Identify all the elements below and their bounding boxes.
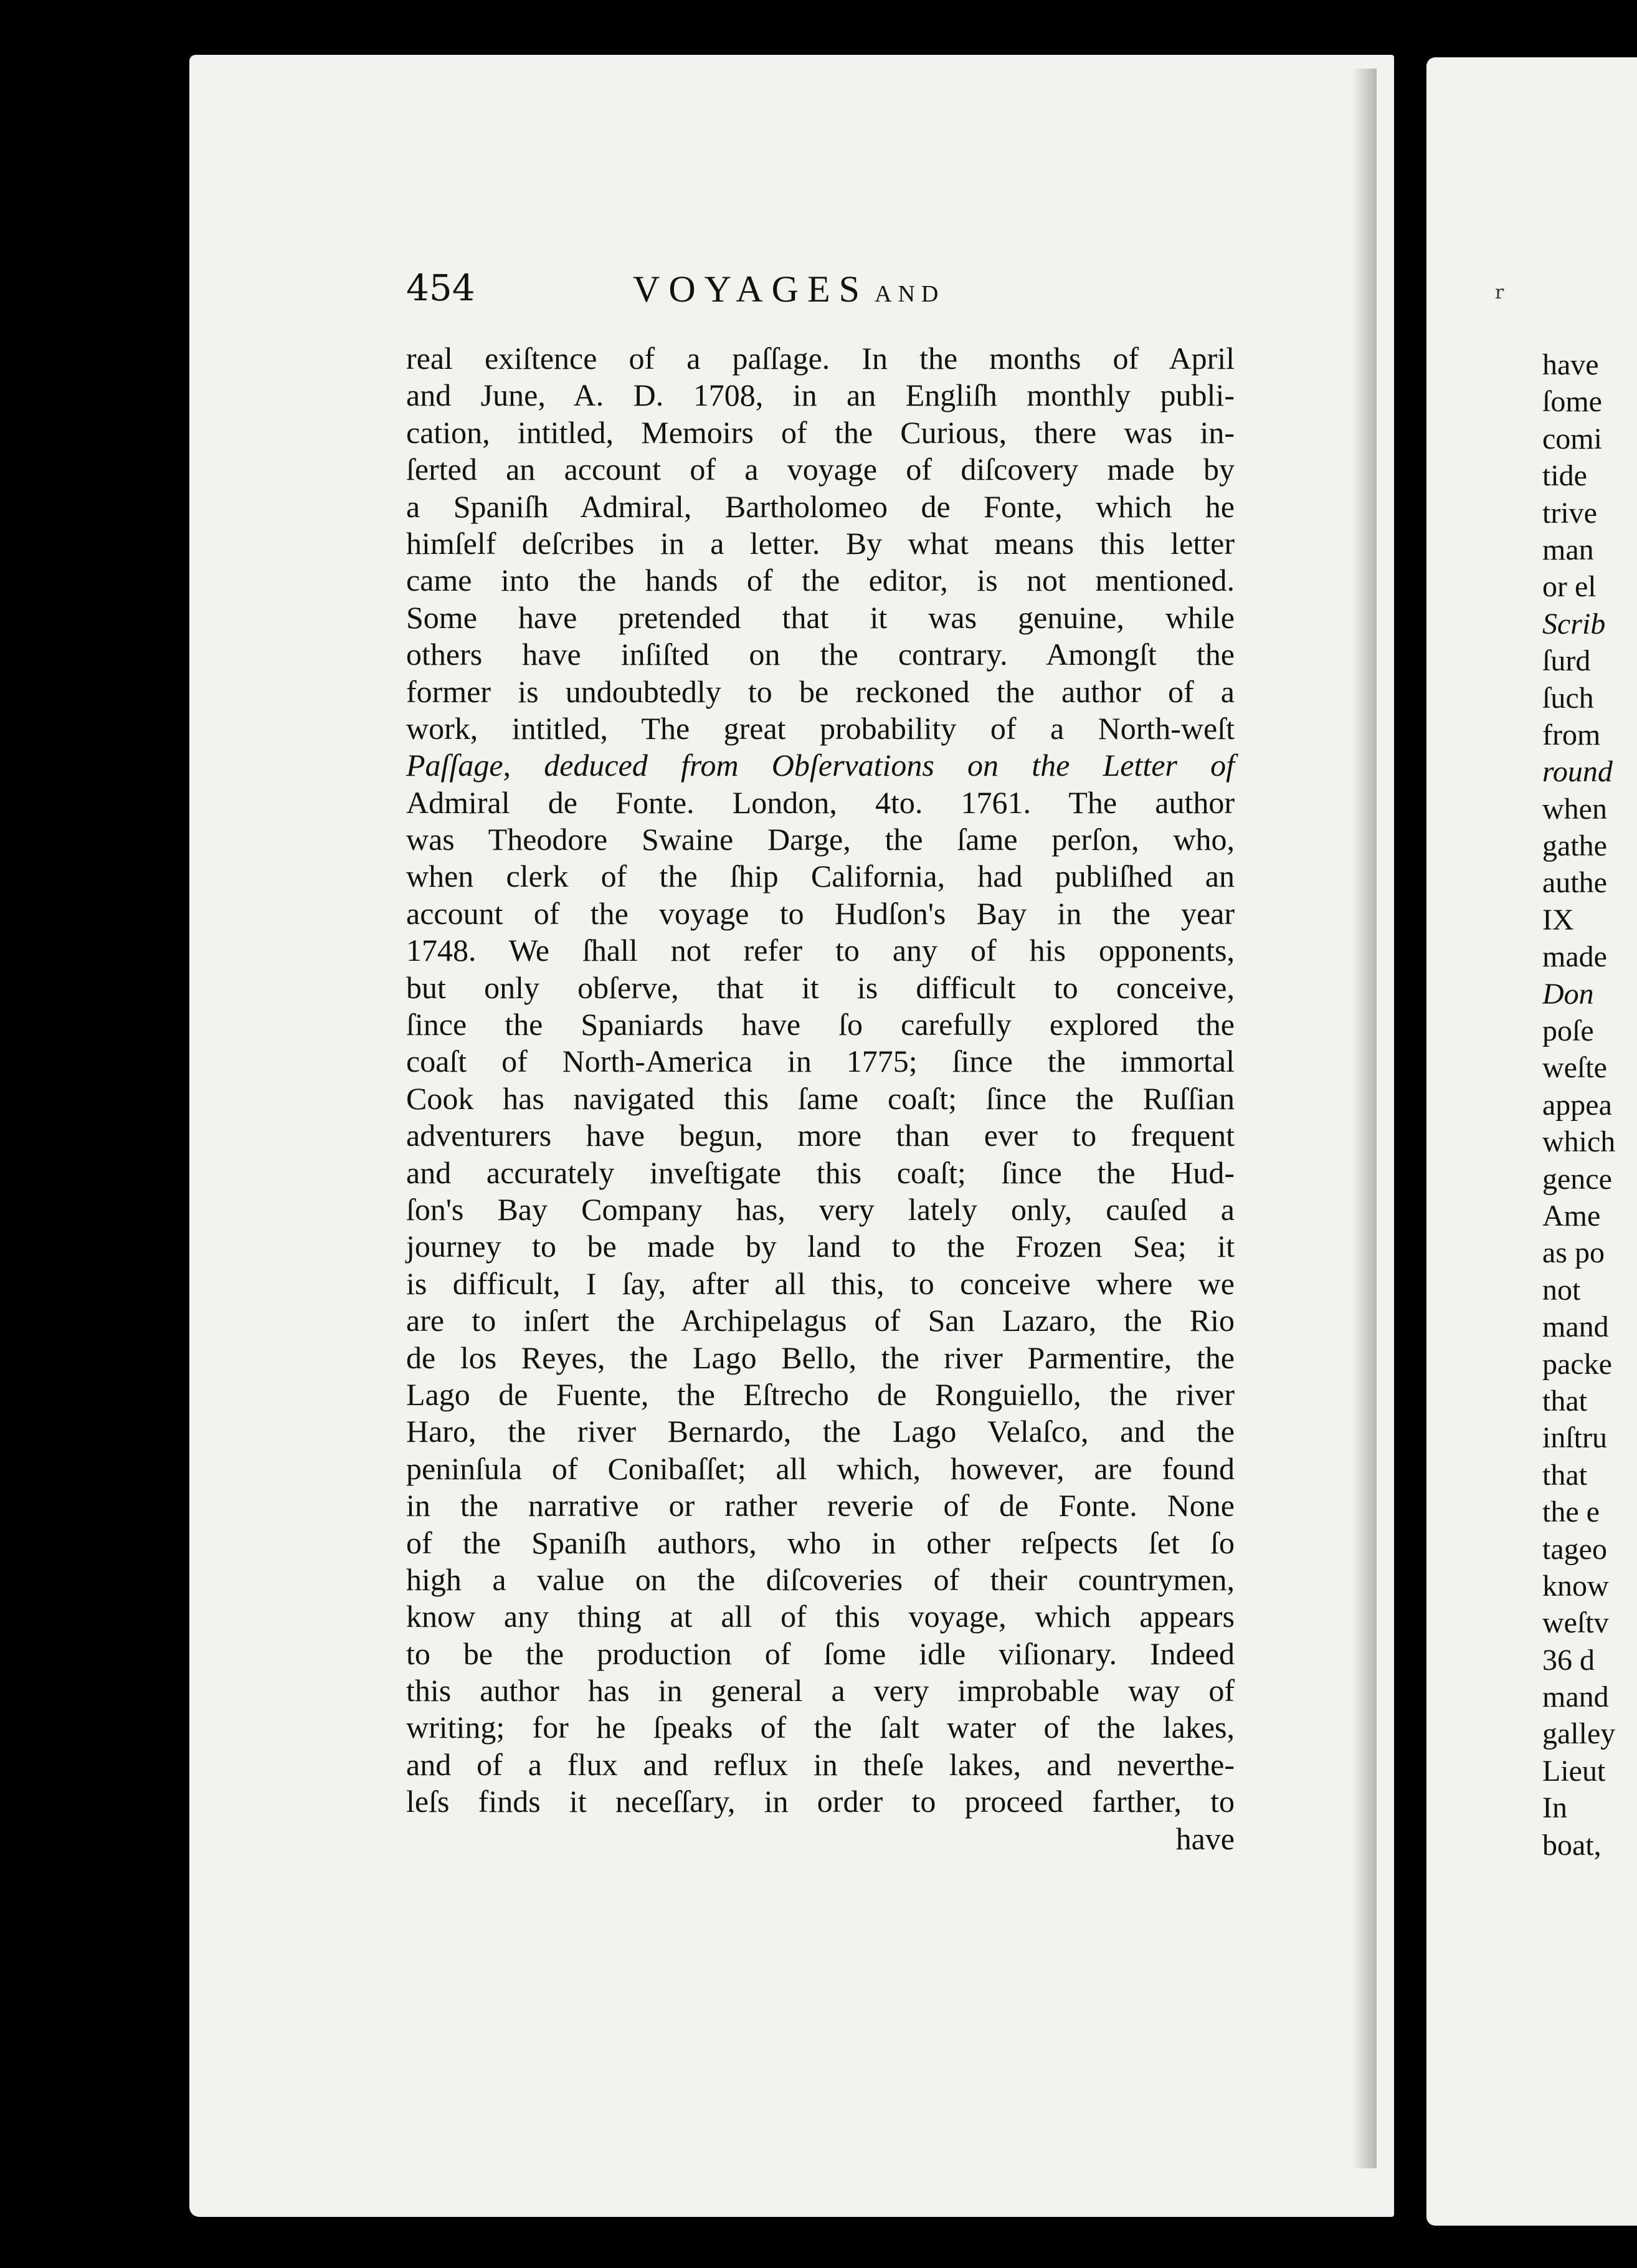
text-line: and accurately inveſtigate this coaſt; ſince the Hud-	[406, 1155, 1235, 1190]
facing-text-line: have	[1542, 348, 1599, 381]
facing-text-line: ſurd	[1542, 644, 1591, 678]
facing-text-line: tide	[1542, 459, 1587, 493]
text-line: high a value on the diſcoveries of their countrymen,	[406, 1561, 1235, 1597]
facing-text-line: Don	[1542, 977, 1594, 1011]
facing-text-line: Lieut	[1542, 1754, 1606, 1788]
page-gutter-shadow	[1352, 69, 1377, 2168]
text-line: to be the production of ſome idle viſionary. Indeed	[406, 1636, 1235, 1671]
text-line: Lago de Fuente, the Eſtrecho de Ronguiello, the river	[406, 1376, 1235, 1412]
facing-text-line: made	[1542, 940, 1607, 974]
facing-text-line: ſome	[1542, 385, 1602, 419]
text-line: know any thing at all of this voyage, which appears	[406, 1599, 1235, 1634]
facing-text-line: or el	[1542, 570, 1597, 604]
catchword: have	[1175, 1821, 1235, 1856]
text-line: when clerk of the ſhip California, had publiſhed an	[406, 859, 1235, 894]
text-line: Some have pretended that it was genuine, while	[406, 599, 1235, 635]
facing-text-line: weſtv	[1542, 1606, 1609, 1640]
running-title	[633, 268, 944, 311]
facing-text-line: as po	[1542, 1236, 1605, 1270]
running-title-small: AND	[875, 281, 945, 307]
facing-text-line: packe	[1542, 1347, 1612, 1381]
text-line: in the narrative or rather reverie of de Fonte. None	[406, 1488, 1235, 1523]
text-line: leſs finds it neceſſary, in order to proceed farther, to	[406, 1784, 1235, 1819]
page-number: 454	[406, 267, 475, 309]
text-line: adventurers have begun, more than ever to frequent	[406, 1118, 1235, 1153]
text-line: coaſt of North-America in 1775; ſince the immortal	[406, 1044, 1235, 1079]
facing-text-line: poſe	[1542, 1014, 1594, 1048]
facing-text-line: tageo	[1542, 1532, 1607, 1566]
body-text	[406, 340, 1235, 1857]
text-line: cation, intitled, Memoirs of the Curious, there was in-	[406, 414, 1235, 450]
facing-text-line: comi	[1542, 422, 1602, 455]
text-line: Cook has navigated this ſame coaſt; ſince the Ruſſian	[406, 1080, 1235, 1116]
facing-text-line: IX	[1542, 903, 1574, 936]
facing-text-line: appea	[1542, 1088, 1612, 1122]
facing-text-line: from	[1542, 718, 1601, 751]
facing-page-text	[1542, 346, 1637, 1864]
text-line: is difficult, I ſay, after all this, to conceive where we	[406, 1265, 1235, 1301]
facing-text-line: which	[1542, 1125, 1616, 1159]
text-line: peninſula of Conibaſſet; all which, however, are found	[406, 1451, 1235, 1486]
text-line: and June, A. D. 1708, in an Engliſh monthly publi-	[406, 378, 1235, 413]
text-line: this author has in general a very improbable way of	[406, 1673, 1235, 1708]
text-line: himſelf deſcribes in a letter. By what means this letter	[406, 525, 1235, 561]
text-line: are to inſert the Archipelagus of San Lazaro, the Rio	[406, 1303, 1235, 1338]
text-line: ſince the Spaniards have ſo carefully explored the	[406, 1007, 1235, 1042]
facing-text-line: man	[1542, 533, 1594, 566]
text-line: real exiſtence of a paſſage. In the months of April	[406, 341, 1235, 376]
facing-text-line: In	[1542, 1791, 1567, 1825]
text-line: of the Spaniſh authors, who in other reſpects ſet ſo	[406, 1525, 1235, 1560]
text-line: came into the hands of the editor, is not mentioned.	[406, 563, 1235, 598]
facing-text-line: Ame	[1542, 1199, 1601, 1232]
text-line: was Theodore Swaine Darge, the ſame perſon, who,	[406, 822, 1235, 857]
text-line: 1748. We ſhall not refer to any of his opponents,	[406, 933, 1235, 968]
running-title-main: VOYAGES	[633, 269, 869, 310]
facing-text-line: round	[1542, 755, 1613, 789]
facing-text-line: when	[1542, 792, 1607, 826]
text-line: ſon's Bay Company has, very lately only, cauſed a	[406, 1191, 1235, 1227]
facing-text-line: know	[1542, 1569, 1609, 1603]
facing-text-line: that	[1542, 1384, 1587, 1418]
facing-page-mark: r	[1495, 282, 1504, 303]
facing-text-line: gathe	[1542, 829, 1607, 863]
facing-text-line: galley	[1542, 1717, 1616, 1751]
text-line: journey to be made by land to the Frozen Sea; it	[406, 1229, 1235, 1264]
facing-text-line: gence	[1542, 1162, 1612, 1196]
facing-text-line: authe	[1542, 866, 1607, 900]
facing-text-line: mand	[1542, 1680, 1609, 1714]
facing-text-line: weſte	[1542, 1051, 1607, 1085]
text-line: and of a flux and reflux in theſe lakes, and neverthe-	[406, 1746, 1235, 1782]
text-line: but only obſerve, that it is difficult to conceive,	[406, 970, 1235, 1005]
facing-text-line: inſtru	[1542, 1421, 1607, 1455]
facing-text-line: that	[1542, 1458, 1587, 1492]
facing-text-line: boat,	[1542, 1828, 1601, 1862]
facing-text-line: ſuch	[1542, 681, 1594, 715]
text-line: Haro, the river Bernardo, the Lago Velaſco, and the	[406, 1414, 1235, 1449]
text-line: account of the voyage to Hudſon's Bay in the year	[406, 895, 1235, 931]
text-line: work, intitled, The great probability of a North-weſt	[406, 710, 1235, 746]
facing-text-line: Scrib	[1542, 607, 1606, 641]
text-line: ſerted an account of a voyage of diſcovery made by	[406, 452, 1235, 487]
facing-text-line: 36 d	[1542, 1643, 1595, 1677]
facing-text-line: not	[1542, 1273, 1581, 1307]
facing-text-line: mand	[1542, 1310, 1609, 1344]
text-line: former is undoubtedly to be reckoned the author of a	[406, 674, 1235, 709]
text-line: de los Reyes, the Lago Bello, the river Parmentire, the	[406, 1340, 1235, 1375]
text-line: others have inſiſted on the contrary. Amongſt the	[406, 637, 1235, 672]
text-line: a Spaniſh Admiral, Bartholomeo de Fonte, which he	[406, 488, 1235, 524]
text-line: writing; for he ſpeaks of the ſalt water of the lakes,	[406, 1710, 1235, 1745]
facing-text-line: the e	[1542, 1495, 1600, 1529]
text-line: Admiral de Fonte. London, 4to. 1761. The author	[406, 784, 1235, 820]
facing-text-line: trive	[1542, 496, 1597, 530]
text-line: Paſſage, deduced from Obſervations on the Letter of	[406, 748, 1235, 783]
